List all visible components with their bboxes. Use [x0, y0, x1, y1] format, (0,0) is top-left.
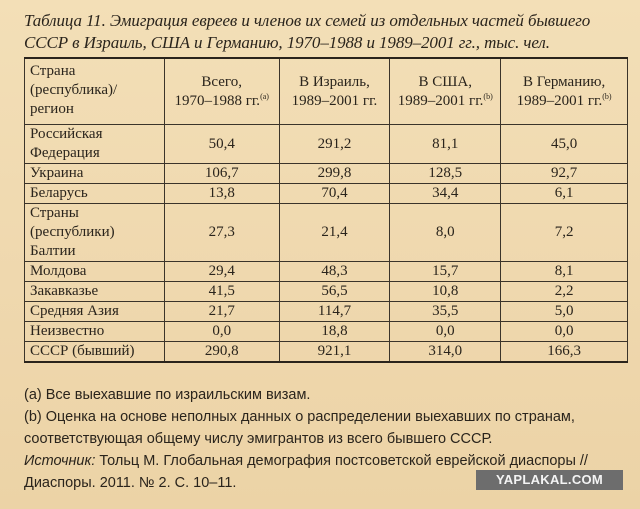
value-cell: 291,2 [279, 125, 390, 164]
source-label: Источник: [24, 453, 96, 469]
value-cell: 8,0 [390, 204, 501, 262]
header-total-1970-1988: Всего, 1970–1988 гг.$^{(a)}$ [164, 58, 279, 125]
table-row [25, 322, 628, 342]
value-cell: 106,7 [164, 164, 279, 184]
note-b: (b) Оценка на основе неполных данных о распределении выехавших по странам, соответствующая общему числу эмигрантов из всего бывшего СССР. [24, 409, 575, 447]
value-cell: 921,1 [279, 342, 390, 363]
footnote-marker-b: (b) [483, 91, 493, 101]
value-cell: 29,4 [164, 262, 279, 282]
value-cell: 0,0 [390, 322, 501, 342]
table-row [25, 282, 628, 302]
value-cell: 35,5 [390, 302, 501, 322]
table-row [25, 184, 628, 204]
value-cell: 48,3 [279, 262, 390, 282]
value-cell: 56,5 [279, 282, 390, 302]
header-germany: В Германию, 1989–2001 гг.$^{(b)}$ [501, 58, 628, 125]
value-cell: 13,8 [164, 184, 279, 204]
region-cell: Средняя Азия [25, 302, 165, 322]
value-cell: 34,4 [390, 184, 501, 204]
value-cell: 0,0 [164, 322, 279, 342]
emigration-table [24, 57, 628, 363]
value-cell: 18,8 [279, 322, 390, 342]
header-region: Страна (республика)/ регион [25, 58, 165, 125]
value-cell: 166,3 [501, 342, 628, 363]
region-cell: Страны (республики) Балтии [25, 204, 165, 262]
value-cell: 21,4 [279, 204, 390, 262]
value-cell: 299,8 [279, 164, 390, 184]
value-cell: 10,8 [390, 282, 501, 302]
title-line-1: Таблица 11. Эмиграция евреев и членов их семей из отдельных частей бывшего [24, 11, 591, 30]
value-cell: 41,5 [164, 282, 279, 302]
header-israel: В Израиль, 1989–2001 гг. [279, 58, 390, 125]
value-cell: 0,0 [501, 322, 628, 342]
region-cell: Закавказье [25, 282, 165, 302]
note-a: (a) Все выехавшие по израильским визам. [24, 387, 311, 403]
region-cell: СССР (бывший) [25, 342, 165, 363]
value-cell: 50,4 [164, 125, 279, 164]
table-row [25, 302, 628, 322]
table-total-row [25, 342, 628, 363]
region-cell: Беларусь [25, 184, 165, 204]
value-cell: 7,2 [501, 204, 628, 262]
value-cell: 81,1 [390, 125, 501, 164]
region-cell: Российская Федерация [25, 125, 165, 164]
region-cell: Неизвестно [25, 322, 165, 342]
value-cell: 128,5 [390, 164, 501, 184]
footnote-marker-a: (a) [260, 91, 269, 101]
value-cell: 70,4 [279, 184, 390, 204]
table-row [25, 262, 628, 282]
region-cell: Молдова [25, 262, 165, 282]
footnote-marker-b: (b) [602, 91, 612, 101]
table-row [25, 125, 628, 164]
table-row [25, 164, 628, 184]
title-line-2: СССР в Израиль, США и Германию, 1970–1988 и 1989–2001 гг., тыс. чел. [24, 33, 550, 52]
value-cell: 2,2 [501, 282, 628, 302]
site-watermark: YAPLAKAL.COM [476, 470, 623, 490]
value-cell: 114,7 [279, 302, 390, 322]
value-cell: 15,7 [390, 262, 501, 282]
value-cell: 290,8 [164, 342, 279, 363]
table-header-row [25, 58, 628, 125]
value-cell: 314,0 [390, 342, 501, 363]
value-cell: 27,3 [164, 204, 279, 262]
value-cell: 21,7 [164, 302, 279, 322]
source-text: Тольц М. Глобальная демография постсоветской еврейской диаспоры // Диаспоры. 2011. № 2. С. 10–11. [24, 453, 588, 491]
value-cell: 6,1 [501, 184, 628, 204]
region-cell: Украина [25, 164, 165, 184]
header-usa: В США, 1989–2001 гг.$^{(b)}$ [390, 58, 501, 125]
value-cell: 45,0 [501, 125, 628, 164]
table-title [24, 10, 629, 54]
value-cell: 5,0 [501, 302, 628, 322]
value-cell: 8,1 [501, 262, 628, 282]
value-cell: 92,7 [501, 164, 628, 184]
table-row [25, 204, 628, 262]
